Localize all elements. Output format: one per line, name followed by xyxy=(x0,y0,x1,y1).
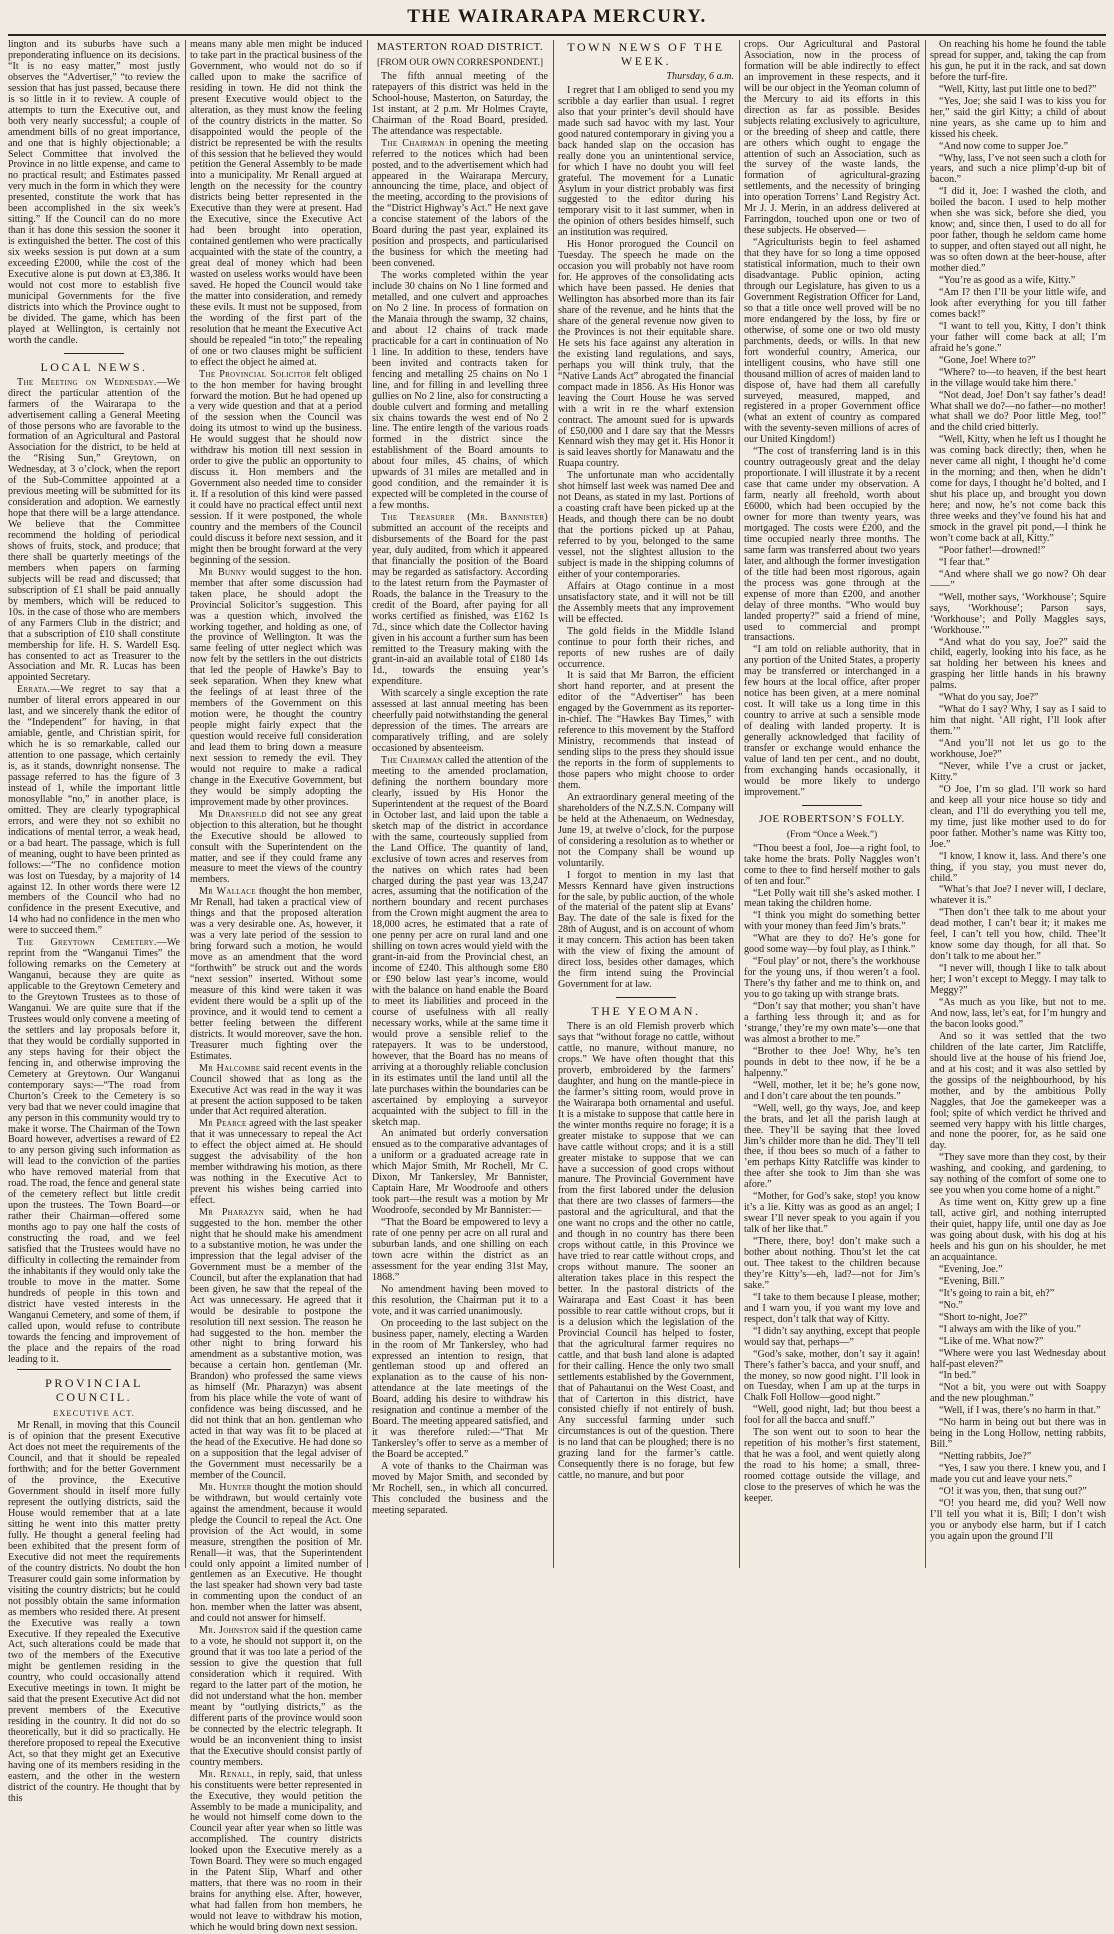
story-paragraph: “As much as you like, but not to me. And now, lass, let’s eat, for I’m hungry and the bacon looks good.” xyxy=(930,997,1106,1030)
story-paragraph: “Netting rabbits, Joe?” xyxy=(939,1451,1032,1463)
speaker-paragraph xyxy=(190,1626,362,1768)
article-paragraph: I regret that I am obliged to send you my scribble a day earlier than usual. I regret also that your printer’s devil should have made such sad havoc with my last. Your good natured contemporary in giving you a back handed slap on the occasion has really done you an unintentional service, for which I have no doubt you will feel grateful. The movement for a Lunatic Asylum in your district probably was first suggested to the editor during his temporary visit to it last summer, when in the opinion of others besides himself, such an institution was required. xyxy=(558,84,734,239)
article-paragraph: I forgot to mention in my last that Messrs Kennard have given instructions for the sale, by public auction, of the whole of the material of the patent slip at Evans’ Bay. The date of the sale is fixed for the 28th of August, and is on account of whom it may concern. This action has been taken with the view of fixing the amount of direct loss, besides other damages, which the firm intend suing the Provincial Government for at law. xyxy=(558,869,734,991)
speaker-paragraph xyxy=(372,139,548,270)
story-paragraph: “What’s that Joe? I never will, I declare, whatever it is.” xyxy=(930,884,1106,907)
story-paragraph: “Like of me. What now?” xyxy=(939,1335,1044,1347)
dateline: Thursday, 6 a.m. xyxy=(666,71,734,82)
column-6 xyxy=(930,40,1106,1568)
article-paragraph: “That the Board be empowered to levy a rate of one penny per acre on all rural and suburban lands, and one shilling on each town acre within the district as an assessment for the year ending 31st May, 1868.” xyxy=(372,1217,548,1283)
masthead xyxy=(0,2,1114,34)
story-paragraph: “Am I? then I’ll be your little wife, and look after everything for you till father comes back!” xyxy=(930,286,1106,320)
story-paragraph: “Brother to thee Joe! Why, he’s ten pounds in debt to thee now, if he be a halpenny.” xyxy=(744,1045,920,1079)
story-paragraph: “Where were you last Wednesday about half-past eleven?” xyxy=(930,1347,1106,1370)
news-item xyxy=(8,685,180,937)
story-paragraph: “I think you might do something better with your money than feed Jim’s brats.” xyxy=(744,910,920,933)
story-paragraph: “I always am with the like of you.” xyxy=(939,1323,1081,1335)
story-paragraph: “You’re as good as a wife, Kitty.” xyxy=(939,275,1076,287)
article-paragraph: His Honor prorogued the Council on Tuesday. The speech he made on the occasion you will probably not have room for. He approves of the consolidating acts which have been passed. He denies that Wellington has absorbed more than its fair share of the revenue, and he hints that the share of the general revenue now given to the Provinces is not their equitable share. He sets his face against any alteration in the existing land regulations, and says, perhaps you will think truly, that the “Native Lands Act” abrogated the financial compact made in 1856. As His Honor was leaving the Court House he was served with a writ in re the wharf extension contract. The amount sued for is upwards of £50,000 and I dare say that the Messrs Kennard wish they may get it. His Honor it is said leaves shortly for Manawatu and the Ruapa country. xyxy=(558,239,734,470)
speaker-text: thought the hon member, Mr Renall, had taken a practical view of things and that the proposed alteration was a very desirable one. As, however, it was a very late period of the session to bring forward such a motion, he would move as an amendment that the word “forthwith” be struck out and the words “next session” inserted. Without some measure of this kind were taken it was evident there would be a split up of the province, and it would tend to cement a better feeling between the different districts. It would moreover, save the hon. Treasurer much fighting over the Estimates. xyxy=(190,886,362,1062)
story-paragraph: “Well, if I was, there’s no harm in that.” xyxy=(939,1405,1101,1417)
story-paragraph: “Poor father!—drowned!” xyxy=(939,544,1046,556)
story-paragraph: “I know, I know it, lass. And there’s one thing, if you stay, you must never do, child.” xyxy=(930,850,1106,884)
article-paragraph: A vote of thanks to the Chairman was moved by Major Smith, and seconded by Mr Rochell, sen., in which all concurred. This concluded the business and the meeting separated. xyxy=(372,1461,548,1516)
masthead-rule xyxy=(8,34,1106,36)
story-paragraph: “Well, Kitty, last put little one to bed?” xyxy=(939,83,1097,95)
speaker-paragraph xyxy=(190,1064,362,1119)
story-paragraph: “I didn’t say anything, except that people would say that, perhaps—” xyxy=(744,1325,920,1348)
story-paragraph: “And where shall we go now? Oh dear——” xyxy=(930,568,1106,591)
article-paragraph: On proceeding to the last subject on the business paper, namely, electing a Warden in the room of Mr Tankersley, who had expressed an intention to resign, that gentleman stood up and offered an explanation as to the cause of his non-attendance at the late meetings of the Board, adding his desire to withdraw his resignation and continue a member of the Board. The meeting appeared satisfied, and it was therefore ruled:—“That Mr Tankersley’s offer to serve as a member of the Board be accepted.” xyxy=(372,1317,548,1461)
column-separator xyxy=(367,40,368,1568)
story-paragraph: “What do you say, Joe?” xyxy=(939,692,1039,704)
speaker-name: Mr Pharazyn xyxy=(199,1207,265,1219)
column-3 xyxy=(372,40,548,1568)
article-paragraph: The fifth annual meeting of the ratepayers of this district was held in the School-house, Masterton, on Saturday, the 1st instant, at 2 p.m. Mr Holmes Crayte, Chairman of the Road Board, presided. The attendance was respectable. xyxy=(372,70,548,137)
speaker-paragraph xyxy=(190,1119,362,1207)
story-paragraph: “Thou beest a fool, Joe—a right fool, to take home the brats. Polly Naggles won’t come to thee to find herself mother to gals of ten and four.” xyxy=(744,842,920,887)
column-separator xyxy=(553,40,554,1568)
speaker-text: said recent events in the Council showed that as long as the Executive Act was read in the way it was at present the action supposed to be taken under that Act required alteration. xyxy=(190,1062,363,1118)
speaker-paragraph xyxy=(190,810,362,887)
story-paragraph: As time went on, Kitty grew up a fine tall, active girl, and nothing interrupted their quiet, happy life, until one day as Joe was going about dusk, with his dog at his heels and his gun on his shoulder, he met an acquaintance. xyxy=(930,1197,1106,1263)
story-paragraph: “They save more than they cost, by their washing, and cooking, and gardening, to say nothing of the comfort of some one to see you when you come home of a night.” xyxy=(930,1152,1106,1197)
column-divider xyxy=(64,353,124,354)
speaker-paragraph xyxy=(190,1483,362,1625)
story-paragraph: “Short to-night, Joe?” xyxy=(939,1311,1028,1323)
speaker-name: Mr. Renall, xyxy=(199,1768,255,1780)
speaker-name: The Chairman xyxy=(381,755,443,767)
story-paragraph: The son went out to soon to hear the repetition of his mother’s first statement, that he was a fool, and went quietly along the road to his home; a small, three-roomed cottage outside the village, and close to the preserves of which he was the keeper. xyxy=(744,1427,920,1504)
source-credit: (From “Once a Week.”) xyxy=(786,829,878,840)
story-paragraph: “Gone, Joe! Where to?” xyxy=(939,354,1036,366)
story-paragraph: “And you’ll not let us go to the workhouse, Joe?” xyxy=(930,738,1106,761)
story-paragraph: “In bed.” xyxy=(939,1370,976,1382)
article-paragraph: With scarcely a single exception the rate assessed at last annual meeting has been cheerfully paid notwithstanding the general depression of the times. The arrears are comparatively trifling, and are solely occasioned by absenteeism. xyxy=(372,688,548,755)
story-paragraph: “Well, well, go thy ways, Joe, and keep the brats, and let all the parish laugh at thee. They’ll be saying that thee loved Jim’s childer more than he did. They’ll tell thee, if thou bees so much of a father to ’em perhaps Kitty Ratcliffe was kinder to thee after she took to Jim than she was afore.” xyxy=(744,1102,920,1191)
story-paragraph: “Well, Kitty, when he left us I thought he was coming back directly; then, when he never came all night, I thought he’d come in the morning; and then, when he didn’t come for days, I thought he’d bolted, and I shut his place up, and brought you down here; and now, he’s not come back this three weeks and they’ve found his hat and smock in the gravel pit pond,—I think he won’t come back at all, Kitty.” xyxy=(930,434,1106,544)
column-separator xyxy=(185,40,186,1568)
article-paragraph: It is said that Mr Barron, the efficient short hand reporter, and at present the editor of the “Advertiser” has been engaged by the Government as its reporter-in-chief. The “Hawkes Bay Times,” with reference to this movement by the Stafford Ministry, recommends that instead of sending slips to the press they should issue the reports in the form of supplements to those papers who might choose to order them. xyxy=(558,670,734,791)
speaker-paragraph xyxy=(190,370,362,567)
article-paragraph: No amendment having been moved to this resolution, the Chairman put it to a vote, and it was carried unanimously. xyxy=(372,1283,548,1317)
article-paragraph: An animated but orderly conversation ensued as to the comparative advantages of a uniform or a graduated acreage rate in which Major Smith, Mr Rochell, Mr C. Dixon, Mr Tankersley, Mr Bannister, Captain Hare, Mr Woodroofe and others took part—the result was a motion by Mr Woodroofe, seconded by Mr Bannister:— xyxy=(372,1128,548,1217)
speaker-text: said, when he had suggested to the hon. member the other night that he should make his amendment to a substantive motion, he was under the impression that the legal adviser of the Government must be a member of the Council, but after the explanation that had been given, he saw that the repeal of the Act was unnecessary. He agreed that it would be desirable to postpone the resolution till next session. The reason he had suggested to the hon. member the other night to bring forward his amendment as a substantive motion, was because a certain hon. gentleman (Mr. Brandon) who professed the same views as himself (Mr. Pharazyn) was absent from his place while the vote of want of confidence was being discussed, and he did not think that an hon. gentleman who acted in that way was fit to be placed at the head of the Executive. He had done so on a supposition that the legal adviser of the Government must necessarily be a member of the Council. xyxy=(190,1207,362,1481)
speaker-text: would suggest to the hon. member that after some discussion had taken place, he should adopt the Provincial Solicitor’s suggestion. This was a question which, involved the working together, and holding as one, of the province of Wellington. It was the same feeling of utter neglect which was now felt by the settlers in the out districts that led the people of Hawke’s Bay to seek separation. When they knew what the feelings of at least three of the members of the Government on this motion were, he thought the country people might fairly expect that the question would receive full consideration and lead them to bring down a measure next session to remedy the evil. They would not require to make a radical change in the Executive Government, but they would be simply adopting the improvement made by other provinces. xyxy=(190,566,362,808)
article-paragraph: “Agriculturists begin to feel ashamed that they have for so long a time opposed statistical information, much to their own disadvantage. Public opinion, acting through our Legislature, has given to us a Government Registration Officer for Land, so that a title once well proved will be no more endangered by the loss, by fire or otherwise, of some one or two old musty parchments, deeds, or wills. In that new fort wonderful country, America, our intelligent cousins, who have still one thousand million of acres of maiden land to dispose of, have had them all carefully surveyed, measured, mapped, and registered in a proper Government office (what an extent of country as compared with the seventy-seven millions of acres of our United Kingdom!) xyxy=(744,237,920,446)
speaker-paragraph xyxy=(190,1208,362,1482)
story-paragraph: “Yes, I saw you there. I knew you, and I made you cut and leave your nets.” xyxy=(930,1463,1106,1486)
article-paragraph: Mr Renall, in moving that this Council is of opinion that the present Executive Act does not meet the requirements of the Council, and that it should be repealed forthwith; and for the better Government of the province, the Executive Government should in itself more fully represent the outlying districts, said the House would remember that at a late sitting he went into this matter pretty fully. He thought a general feeling had been exhibited that the present form of Executive did not meet the requirements of the country districts. No doubt the hon Treasurer could gain some information by visiting the country districts; but he could not possibly obtain the same information as members who resided there. At present the Executive was really a town Executive. If they repealed the Executive Act, such alterations could be made that two of the members of the Executive might be gentlemen residing in the country, who could occasionally attend Executive meetings in town. It might be said that the present Executive Act did not prevent members of the Executive residing in the country. It did not do so theoretically, but it did so practically. He therefore proposed to repeal the Executive Act, so that they might get an Executive having one of its members residing in the eastern, and the other in the western district of the country. He thought that by this xyxy=(8,1420,180,1804)
column-4 xyxy=(558,40,734,1568)
column-separator xyxy=(925,40,926,1568)
story-paragraph: “I did it, Joe: I washed the cloth, and boiled the bacon. I used to help mother when she was sick, before she died, you know; and, since then, I used to do all for poor father, though he seldom came home to supper, and often stayed out all night, he was so often down at the beer-house, after mother died.” xyxy=(930,186,1106,275)
story-paragraph: “I fear that.” xyxy=(939,556,990,568)
speaker-name: Mr Wallace xyxy=(199,886,256,898)
story-paragraph: “No harm in being out but there was in being in the Long Hollow, netting rabbits, Bill.” xyxy=(930,1417,1106,1451)
story-paragraph: “Yes, Joe; she said I was to kiss you for her,” said the girl Kitty; a child of about nine years, as she came up to him and kissed his cheek. xyxy=(930,95,1106,140)
speaker-text: did not see any great objection to this alteration, but he thought the Executive should be allowed to consult with the Superintendent on the matter, and see if they could frame any measure to meet the views of the country members. xyxy=(190,808,362,886)
article-paragraph: means many able men might be induced to take part in the practical business of the Government, who would not do so if called upon to make the sacrifice of residing in town. He did not think the present Executive would object to the alteration, as they must know the feeling of the country districts in the matter. So disappointed would the people of the district be represented be with the results of this session that he believed they would petition the General Assembly to be made into a municipality. Mr Renall argued at length on the necessity for the country districts being better represented in the Executive than they were at present. Had the Executive, since the Executive Act had been brought into operation, contained gentlemen who were practically acquainted with the state of the country, a great deal of money which had been wasted on useless works would have been saved. He hoped the Council would take the matter into consideration, and remedy these evils. It must not be supposed, from the wording of the first part of the resolution that he meant the Executive Act should be repealed “in toto;” the repealing of one or two clauses might be sufficient to effect the object he aimed at. xyxy=(190,39,362,368)
section-heading-the-yeoman: THE YEOMAN. xyxy=(591,1004,701,1019)
article-paragraph: The works completed within the year include 30 chains on No 1 line formed and metalled, and one culvert and approaches on No 2 line. In process of formation on the Manaia through the swamp, 32 chains, and about 12 chains of track made practicable for a cart in continuation of No 1 line. In addition to these, tenders have been invited and contracts taken for fencing and metalling 25 chains on No 1 line, and for filling in and levelling three gullies on No 2 line, also for constructing a double culvert and forming and metalling six chains towards the west end of No 2 line. The entire length of the various roads formed in the district since the establishment of the Board amounts to about four miles, 45 chains, of which upwards of 31 miles are metalled and in good condition, and the remainder it is expected will be completed in the course of a few months. xyxy=(372,270,548,512)
story-paragraph: “It’s going to rain a bit, eh?” xyxy=(939,1287,1055,1299)
article-paragraph: The unfortunate man who accidentally shot himself last week was named Dee and not Deans, as stated in my last. Portions of a coasting craft have been picked up at the Heads, and though there can be no doubt that the portions picked up at Pahau, referred to by you, belonged to the same vessel, not the slightest allusion to the subject is made in the shipping columns of either of your contemporaries. xyxy=(558,470,734,580)
speaker-text: agreed with the last speaker that it was unnecessary to repeal the Act to effect the object aimed at. He should suggest the advisability of the hon member withdrawing his motion, as there was nothing in the Executive Act to prevent his wishes being carried into effect. xyxy=(190,1118,362,1207)
column-divider xyxy=(616,997,676,998)
story-paragraph: “Never, while I’ve a crust or jacket, Kitty.” xyxy=(930,761,1106,783)
story-paragraph: “O! you heard me, did you? Well now I’ll tell you what it is, Bill; I don’t wish you or anybody else harm, but if I catch you again upon the ground I’ll xyxy=(930,1497,1106,1542)
story-paragraph: “Not dead, Joe! Don’t say father’s dead! What shall we do?—no father—no mother! what shall we do? Poor little Meg, too!” and the child cried bitterly. xyxy=(930,389,1106,434)
story-paragraph: “Mother, for God’s sake, stop! you know it’s a lie. Kitty was as good as an angel; I swear I’ll never speak to you again if you talk of her like that.” xyxy=(744,1191,920,1236)
speaker-name: Mr. Hunter xyxy=(199,1481,252,1493)
speaker-name: Mr Dransfield xyxy=(199,808,267,820)
column-divider xyxy=(17,1369,172,1370)
speaker-name: The Provincial Solicitor xyxy=(199,368,312,380)
item-body: —We regret to say that a number of literal errors appeared in our last, and we sincerely thank the editor of the “Independent” for having, in that amiable, gentle, and Christian spirit, for which he is so remarkable, called our attention to one passage, which certainly is, as it stands, downright nonsense. The passage referred to has the figure of 3 instead of 1, while the important little monosyllable “no,” in another place, is omitted. They are clearly typographical errors, and were they not so exhibit no indications of mental terror, a weak head, or a bad heart. The passage, which is full of meaning, ought to have been printed as follows:—“The no confidence motion was lost on Tuesday, by a majority of 14 against 12. In other words there were 12 members of the Council who had no confidence in the present Executive, and 14 who had no confidence in the men who were to succeed them.” xyxy=(8,684,180,937)
speaker-name: The Treasurer (Mr. Bannister) xyxy=(381,512,548,524)
column-1 xyxy=(8,39,180,1804)
speaker-text: thought the motion should be withdrawn, but would certainly vote against the amendment, because it would pledge the Council to repeal the Act. One provision of the Act would, in some measure, strengthen the position of Mr. Renall—it was, that the Superintendent could only appoint a limited number of gentlemen as an Executive. He thought the last speaker had shown very bad taste in commenting upon the conduct of an hon. member when the latter was absent, and could not answer for himself. xyxy=(190,1481,363,1625)
speaker-paragraph xyxy=(190,568,362,809)
article-paragraph: “The cost of transferring land is in this country outrageously great and the delay proportionate. I will illustrate it by a recent case that came under my observation. A farm, nearly all freehold, worth about £6000, which had been occupied by the owner for more than twenty years, was mortgaged. The costs were £200, and the time occupied nearly three months. The same farm was transferred about two years later, and although the former investigation of the title had been most rigorous, again the process was gone through at the expense of more than £200, and another delay of three months. “Who would buy landed property?” said a friend of mine, used to commercial and prompt transactions. xyxy=(744,446,920,644)
story-paragraph: “Well, mother says, ‘Workhouse’; Squire says, ‘Workhouse’; Parson says, ‘Workhouse’; and Polly Maggles says, ‘Workhouse.’” xyxy=(930,591,1106,636)
speaker-name: The Chairman xyxy=(381,137,445,149)
speaker-name: Mr Halcombe xyxy=(199,1062,261,1074)
speaker-name: Mr. Johnston xyxy=(199,1625,259,1637)
section-heading-provincial-council: PROVINCIAL COUNCIL. xyxy=(45,1376,143,1405)
story-paragraph: “I take to them because I please, mother; and I warn you, if you want my love and respect, don’t talk that way of Kitty. xyxy=(744,1291,920,1325)
speaker-name: Mr Bunny xyxy=(199,566,247,578)
item-lead: Errata. xyxy=(17,684,51,696)
story-paragraph: “Foul play’ or not, there’s the workhouse for the young uns, if thou weren’t a fool. There’s thy father and me to think on, and you to go taking up with strange brats. xyxy=(744,956,920,1001)
speaker-paragraph xyxy=(190,887,362,1062)
speaker-paragraph xyxy=(372,756,548,1128)
story-paragraph: “Well, good night, lad; but thou beest a fool for all the bacca and snuff.” xyxy=(744,1404,920,1427)
story-paragraph: “No.” xyxy=(939,1299,963,1311)
article-paragraph: An extraordinary general meeting of the shareholders of the N.Z.S.N. Company will be held at the Athenaeum, on Wednesday, June 19, at twelve o’clock, for the purpose of considering a resolution as to whether or not the Company shall be wound up voluntarily. xyxy=(558,791,734,869)
column-separator xyxy=(739,40,740,1568)
byline: [FROM OUR OWN CORRESPONDENT.] xyxy=(376,58,544,68)
column-5 xyxy=(744,40,920,1568)
story-paragraph: “Don’t say that mother; you shan’t have a farthing less through it; and as for ‘strange,’ they’re my own mate’s—one that was almost a brother to me.” xyxy=(744,1001,920,1045)
item-body: —We reprint from the “Wanganui Times” the following remarks on the Cemetery at Wanganui, because they are quite as applicable to the Greytown Cemetery and to the Greytown Trustees as to those of Wanganui. We are quite sure that if the Trustees would only convene a meeting of the settlers and lay proposals before it, that they would be cordially supported in any steps having for their object the fencing in, and otherwise improving the Cemetery at Greytown. Our Wanganui contemporary says:—“The road from Churton’s Creek to the Cemetery is so very bad that we never could imagine that any person in this community would try to make it worse. The Chairman of the Town Board however, advertises a reward of £2 to any person giving such information as will lead to the conviction of the parties who have removed material from that road. The road, the fence and general state of the cemetery reflect but little credit upon the trustees. The Town Board—or rather their Chairman—offered some months ago to pay one half the costs of constructing the road, and we feel satisfied that the Trustees would have no difficulty in collecting the remainder from the inhabitants if they would only take the trouble to move in the matter. Some hundreds of people in this town and district have vested interests in the Wanganui Cemetery, and some of them, if called upon, would refuse to contribute towards the fencing and improvement of the place and the repairs of the road leading to it. xyxy=(8,937,180,1365)
speaker-text: said if the question came to a vote, he should not support it, on the ground that it was too late a period of the session to give the question that full consideration which it required. With regard to the latter part of the motion, he did not understand what the hon. member meant by “outlying districts,” as the different parts of the province would soon be connected by the electric telegraph. It would be an inconvenient thing to insist that the Executive should consist partly of country members. xyxy=(190,1625,362,1768)
article-paragraph: “I am told on reliable authority, that in any portion of the United States, a property may be transferred or interchanged in a few hours at the local office, after proper notice has been given, at a mere nominal cost. It will take us a long time in this country to arrive at such a sensible mode of dealing with landed property. It is generally acknowledged that facility of transfer or exchange would enhance the value of land ten per cent., and no doubt, from exchanging hands occasionally, it would be more likely to undergo improvement.” xyxy=(744,644,920,798)
speaker-text: submitted an account of the receipts and disbursements of the Board for the past year, duly audited, from which it appeared that financially the position of the Board may be regarded as satisfactory. According to the latest return from the Paymaster of Roads, the balance in the Treasury to the credit of the Board, after paying for all works certified as finished, was £162 1s 7d., since which date the Collector having given in his account a further sum has been remitted to the Treasury making with the grant-in-aid an available total of £180 14s 1d., towards the ensuing year’s expenditure. xyxy=(372,523,548,688)
story-paragraph: “God’s sake, mother, don’t say it again! There’s father’s bacca, and your snuff, and the money, so now good night. I’ll look in on Tuesday, when I am up at the turps in Chalk Foll Hollow—good night.” xyxy=(744,1348,920,1404)
news-item xyxy=(8,938,180,1365)
story-paragraph: “What are they to do? He’s gone for good some way—by foul play, as I think.” xyxy=(744,933,920,956)
speaker-paragraph xyxy=(190,1770,362,1934)
speaker-paragraph xyxy=(372,513,548,688)
article-paragraph: Affairs at Otago continue in a most unsatisfactory state, and it will not be till the Assembly meets that any improvement will be effected. xyxy=(558,580,734,625)
article-paragraph: The gold fields in the Middle Island continue to pour forth their riches, and reports of new rushes are of daily occurrence. xyxy=(558,625,734,670)
column-2 xyxy=(190,39,363,1933)
speaker-text: called the attention of the meeting to the amended proclamation, defining the northern boundary more clearly, issued by His Honor the Superintendent at the request of the Board in October last, and laid upon the table a sketch map of the district in accordance with the same, courteously supplied from the Land Office. The quantity of land, exclusive of town acres and reserves from the natives on which rates had been charged during the past year was 13,247 acres, assuming that the notification of the northern boundary and recent purchases from the Crown might augment the area to 18,000 acres, he estimated that a rate of one penny per acre on rural land and one shilling on town acres would yield with the grant-in-aid from the Provincial chest, an income of £240. This although some £80 or £90 below last year’s income, would with the balance on hand enable the Board to meet its liabilities and proceed in the course of usefulness with all really necessary works, while at the same time it would prove a sensible relief to the ratepayers. It was to be understood, however, that the Board has no means of arriving at a thoroughly reliable conclusion in its estimates until the land until all the late purchases within the boundaries can be ascertained by employing a surveyor acquainted with the subject to fill in the sketch map. xyxy=(372,755,548,1128)
speaker-name: Mr Pearce xyxy=(199,1118,247,1130)
story-paragraph: “And what do you say, Joe?” said the child, eagerly, looking into his face, as he sat holding her between his knees and grasping her little hands in his brawny palms. xyxy=(930,636,1106,692)
story-paragraph: “O! it was you, then, that sung out?” xyxy=(939,1486,1087,1497)
story-paragraph: “Let Polly wait till she’s asked mother. I mean taking the children home. xyxy=(744,887,920,910)
speaker-text: in reply, said, that unless his constituents were better represented in the Executive, they would petition the Assembly to be made a municipality, and he would not himself come down to the Council year after year when so little was accomplished. The country districts looked upon the Executive merely as a Town Board. They were so much engaged in the Patent Slip, Wharf and other matters, that there was no room in their brains for anything else. After, however, what had fallen from hon members, he would not leave to withdraw his motion, which he would bring down next session. xyxy=(190,1768,362,1933)
section-heading-local-news: LOCAL NEWS. xyxy=(40,359,148,374)
story-paragraph: “Why, lass, I’ve not seen such a cloth for years, and such a nice plimp’d-up bit of bacon.” xyxy=(930,152,1106,186)
newspaper-title: THE WAIRARAPA MERCURY. xyxy=(407,6,707,27)
story-paragraph: “Well, mother, let it be; he’s gone now, and I don’t care about the ten pounds.” xyxy=(744,1079,920,1102)
column-divider xyxy=(802,805,862,806)
section-heading-joe-robertsons-folly: JOE ROBERTSON’S FOLLY. xyxy=(759,812,905,825)
story-paragraph: “I never will, though I like to talk about her; I won’t except to Meggy. I may talk to Meggy?” xyxy=(930,963,1106,997)
section-heading-town-news: TOWN NEWS OF THE WEEK. xyxy=(567,40,725,68)
story-paragraph: “Evening, Joe.” xyxy=(939,1263,1003,1275)
item-body: —We direct the particular attention of the farmers of the Wairarapa to the advertisement calling a General Meeting of those persons who are favorable to the formation of an Agricultural and Pastoral Association for the district, to be held at the “Rising Sun,” Greytown, on Wednesday, at 3 o’clock, when the report of the Sub-Committee appointed at a previous meeting will be submitted for its consideration and adoption. We earnestly hope that there will be a large attendance. We believe that the Committee recommend the holding of periodical shows of fruits, stock, and produce; that there shall be quarterly meetings of the members when papers on farming subjects will be read and discussed; that subscription of £1 shall be paid annually by members, which will be reduced to 10s. in the case of those who are members of any Farmers Club in the district; and that a subscription of £10 shall constitute membership for life. H. S. Wardell Esq. has consented to act as Treasurer to the Association and Mr. R. Lucas has been appointed Secretary. xyxy=(8,376,180,684)
article-paragraph: There is an old Flemish proverb which says that “without forage no cattle, without cattle, no manure, without manure, no crops.” We have often thought that this proverb, embroidered by the farmers’ daughter, and hung on the mantle-piece in the farmer’s sitting room, would prove in the Wairarapa both ornamental and useful. It is a mistake to suppose that cattle here in the winter months require no forage; it is a greater mistake to suppose that we can have cattle without crops; and it is a still greater mistake to suppose that we can have a succession of good crops without manure. The Provincial Government have from the first labored under the delusion that there are two classes of farmers—the pastoral and the agricultural, and that the one want no crops and the other no cattle, and though in no country has there been crops without cattle, in this Province we have tried to rear cattle without crops, and crops without manure. The sooner an alteration takes place in this respect the better. In the pastoral districts of the Wairarapa and East Coast it has been possible to rear cattle without crops, but it is a delusion which the legislation of the Provincial Council has helped to foster, that the agricultural farmer requires no cattle, and that bush land alone is adapted for their calling. Hence the only two small settlements established by the Government, that of Pahautanui on the West Coast, and that of Carterton in this district, have consisted chiefly if not entirely of bush. Any successful farming under such circumstances is out of the question. There is no land that can be ploughed; there is no grazing land for the farmer’s cattle. Consequently there is no forage, but few cattle, no manure, and but poor xyxy=(558,1021,734,1482)
news-item xyxy=(8,378,180,685)
story-paragraph: “O Joe, I’m so glad. I’ll work so hard and keep all your nice house so tidy and clean, and I’ll do everything you tell me, my time, just like mother used to do for poor father. Mother’s name was Kitty too, Joe.” xyxy=(930,783,1106,850)
speaker-text: felt obliged to the hon member for having brought forward the motion. But he had opened up a very wide question and that at a period of the session when the Council was doing its utmost to wind up the business. He would suggest that he should now withdraw his motion till next session in order to give the public an opportunity to discuss it. Hon members and the Government also needed time to consider it. If a resolution of this kind were passed it could have no practical effect until next session. If it were postponed, the whole country and the members of the Council could discuss it before next session, and it might then be brought forward at the very beginning of the session. xyxy=(190,368,362,566)
story-paragraph: “Evening, Bill.” xyxy=(939,1275,1005,1287)
story-paragraph: “And now come to supper Joe.” xyxy=(939,140,1068,152)
subheading-executive-act: EXECUTIVE ACT. xyxy=(53,1408,135,1419)
story-paragraph: And so it was settled that the two children of the late carter, Jim Ratcliffe, should live at the house of his friend Joe, and at his cost; and it was also settled by the gossips of the neighbourhood, by his mother, and by the ambitious Polly Naggles, that Joe the gamekeeper was a fool; spite of which verdict he thrived and seemed very happy with his little charges, and none the poorer, for, as he said one day. xyxy=(930,1030,1106,1152)
story-paragraph: On reaching his home he found the table spread for supper, and, taking the cap from his gun, he put it in the rack, and sat down before the turf-fire. xyxy=(930,39,1106,83)
speaker-text: in opening the meeting referred to the notices which had been posted, and to the advertisement which had appeared in the Wairarapa Mercury, announcing the time, place, and object of the meeting, according to the provisions of the “District Highway’s Act.” He next gave a concise statement of the labors of the Board during the past year, explained its position and prospects, and particularised the business for which the meeting had been convened. xyxy=(372,137,548,270)
section-heading-masterton-road-district: MASTERTON ROAD DISTRICT. xyxy=(376,41,544,53)
story-paragraph: “I want to tell you, Kitty, I don’t think your father will come back at all; I’m afraid he’s gone.” xyxy=(930,320,1106,354)
story-paragraph: “Not a bit, you were out with Soappy and the new ploughman.” xyxy=(930,1382,1106,1405)
item-lead: The Greytown Cemetery. xyxy=(17,937,157,949)
story-paragraph: “Where? to—to heaven, if the best heart in the village would take him there.’ xyxy=(930,366,1106,389)
story-paragraph: “There, there, boy! don’t make such a bother about nothing. Thou’st let the cat out. Thee takest to the children because they’re Kitty’s—eh, lad?—not for Jim’s sake.” xyxy=(744,1236,920,1291)
article-paragraph: crops. Our Agricultural and Pastoral Association, now in the process of formation will be able indirectly to effect an improvement in these respects, and it will be our object in the Yeoman column of the Mercury to aid its efforts in this direction as far as possible. Besides subjects relating exclusively to agriculture, or the breeding of sheep and cattle, there are others which ought to engage the attention of such an Association, such as the survey of the waste lands, the formation of agricultural-grazing settlements, and the necessity of bringing into operation Torrens’ Land Registry Act. Mr J. J. Merin, in an address delivered at Farringdon, touched upon one or two of these subjects. He observed— xyxy=(744,39,920,237)
story-paragraph: “What do I say? Why, I say as I said to him that night. ‘All right, I’ll look after them.’” xyxy=(930,704,1106,738)
story-paragraph: “Then don’t thee talk to me about your dead mother, I can’t bear it; it makes me feel, I can’t tell you how, child. Thee’lt know some day though, for all that. So don’t talk to me about her.” xyxy=(930,907,1106,963)
article-paragraph: lington and its suburbs have such a preponderating influence on its decisions. “It is no easy matter,” most justly observes the “Advertiser,” “to review the session that has just passed, because there is so little in it to review. A couple of attempts to turn the Executive out, and both very nearly successful; a couple of amendment bills of no great importance, and one that is highly objectionable; a Select Committee that involved the Province in no little expense, and came to no practical result; and Estimates passed very much in the form in which they were presented, constitute the work that has been accomplished in the six week’s sitting.” If the Council can do no more than it has done this session the sooner it is extinguished the better. The cost of this six weeks session is put down at a sum exceeding £2000, while the cost of the Executive alone is put down at £3,386. It would not cost more to establish five municipal Governments for the five districts into which the Province ought to be divided. The game, which has been played at Wellington, is certainly not worth the candle. xyxy=(8,39,180,346)
item-lead: The Meeting on Wednesday. xyxy=(17,376,157,388)
